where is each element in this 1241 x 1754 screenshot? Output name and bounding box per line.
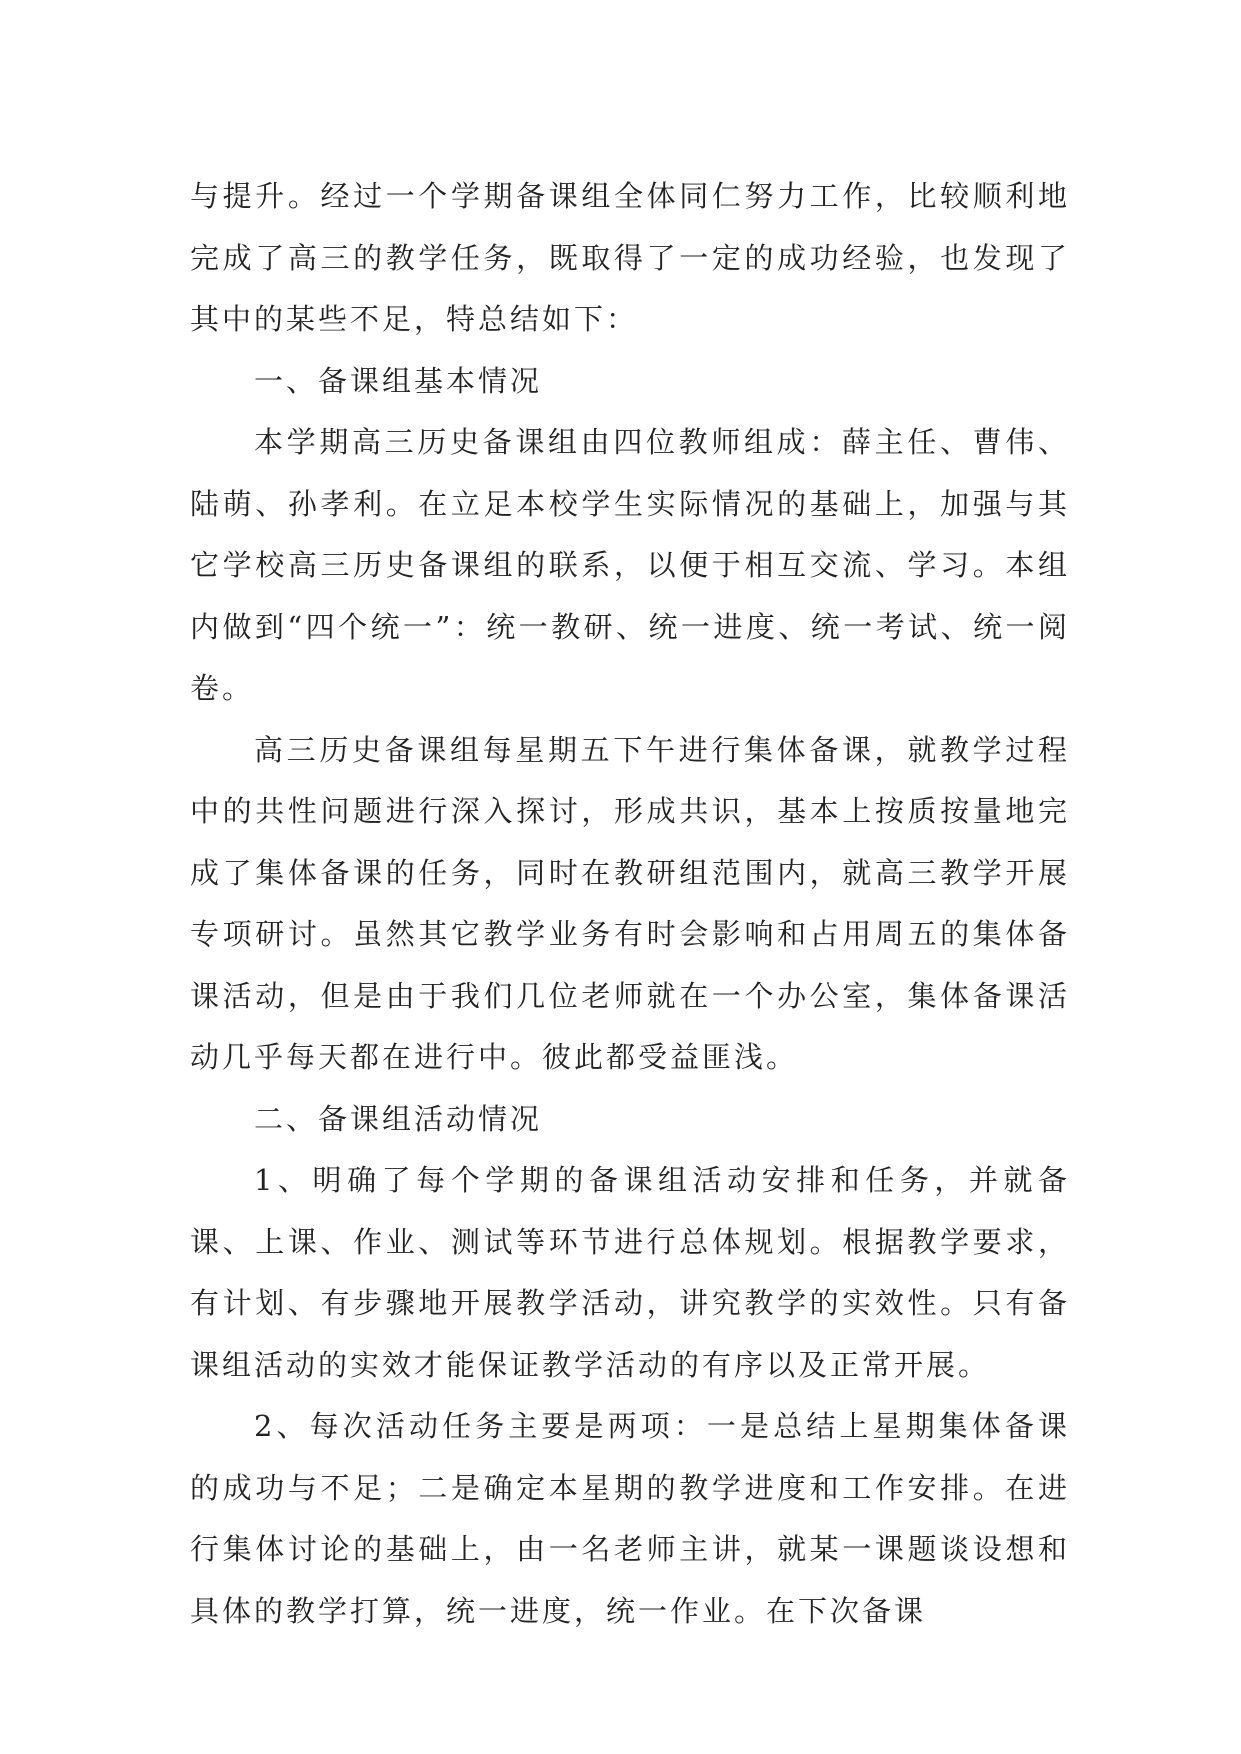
paragraph-activity-item-2: 2、每次活动任务主要是两项：一是总结上星期集体备课的成功与不足；二是确定本星期的教学进度和工作安排。在进行集体讨论的基础上，由一名老师主讲，就某一课题谈设想和具体的教学打算，统一进度，统一作业。在下次备课 (190, 1409, 1070, 1628)
paragraph-activity-item-1: 1、明确了每个学期的备课组活动安排和任务，并就备课、上课、作业、测试等环节进行总体规划。根据教学要求，有计划、有步骤地开展教学活动，讲究教学的实效性。只有备课组活动的实效才能保证教学活动的有序以及正常开展。 (190, 1163, 1070, 1382)
paragraph-intro-continuation: 与提升。经过一个学期备课组全体同仁努力工作，比较顺利地完成了高三的教学任务，既取得了一定的成功经验，也发现了其中的某些不足，特总结如下： (190, 179, 1070, 336)
section-heading-basic-situation: 一、备课组基本情况 (254, 363, 543, 398)
document-body (190, 166, 1070, 1642)
paragraph-collective-lesson-prep: 高三历史备课组每星期五下午进行集体备课，就教学过程中的共性问题进行深入探讨，形成共识，基本上按质按量地完成了集体备课的任务，同时在教研组范围内，就高三教学开展专项研讨。虽然其它教学业务有时会影响和占用周五的集体备课活动，但是由于我们几位老师就在一个办公室，集体备课活动几乎每天都在进行中。彼此都受益匪浅。 (190, 732, 1070, 1074)
paragraph-team-members: 本学期高三历史备课组由四位教师组成：薛主任、曹伟、陆萌、孙孝利。在立足本校学生实际情况的基础上，加强与其它学校高三历史备课组的联系，以便于相互交流、学习。本组内做到“四个统一”：统一教研、统一进度、统一考试、统一阅卷。 (190, 425, 1070, 705)
section-heading-activities: 二、备课组活动情况 (254, 1101, 543, 1136)
